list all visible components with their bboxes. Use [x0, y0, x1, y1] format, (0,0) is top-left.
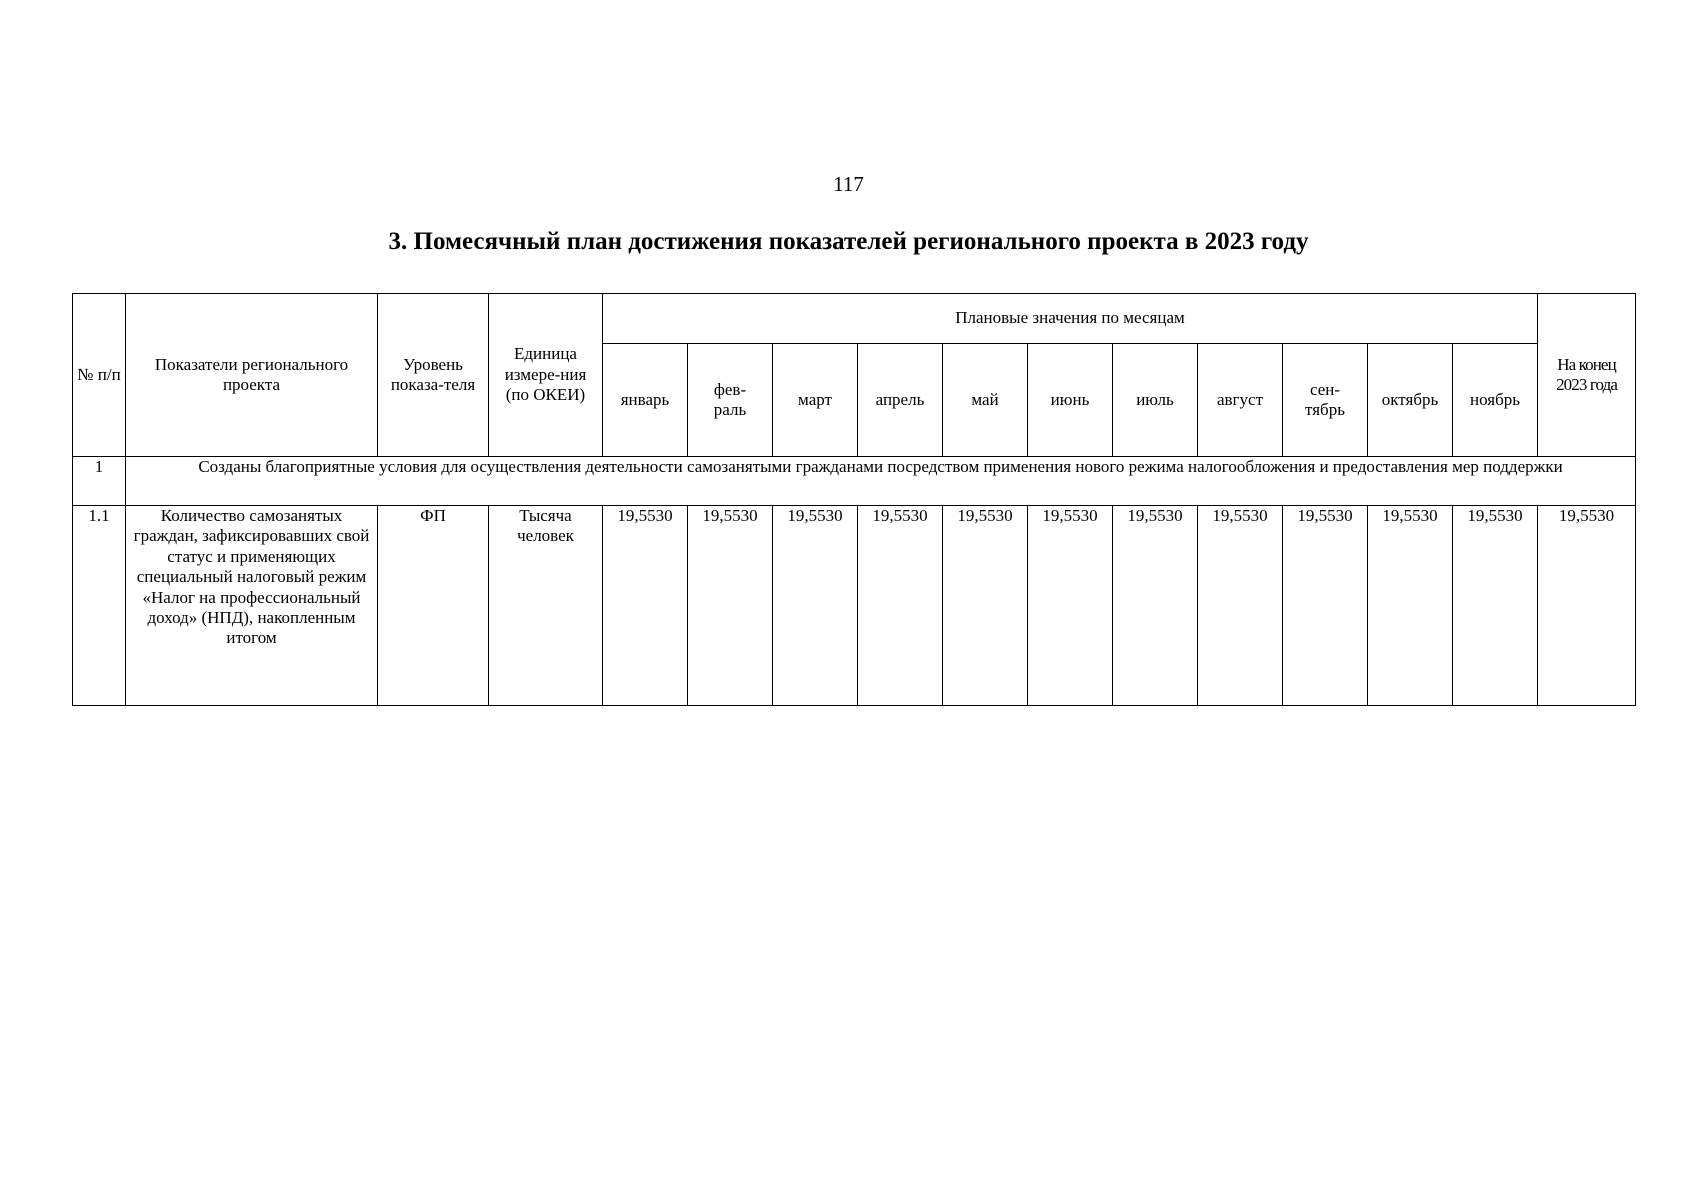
header-month-aug: август — [1198, 344, 1283, 457]
row-indicator: Количество самозанятых граждан, зафиксировавших свой статус и применяющих специальный налоговый режим «Налог на профессиональный доход» (НПД), накопленным итогом — [126, 506, 378, 706]
header-indicator: Показатели регионального проекта — [126, 294, 378, 457]
row-value-oct: 19,5530 — [1368, 506, 1453, 706]
table-row — [73, 506, 1636, 706]
header-level: Уровень показа-теля — [378, 294, 489, 457]
row-value-nov: 19,5530 — [1453, 506, 1538, 706]
header-month-apr: апрель — [858, 344, 943, 457]
row-level: ФП — [378, 506, 489, 706]
group-num: 1 — [73, 457, 126, 506]
header-year-end: На конец 2023 года — [1538, 294, 1636, 457]
page-heading: 3. Помесячный план достижения показателей регионального проекта в 2023 году — [388, 228, 1309, 255]
row-value-feb: 19,5530 — [688, 506, 773, 706]
row-value-sep: 19,5530 — [1283, 506, 1368, 706]
row-value-jan: 19,5530 — [603, 506, 688, 706]
row-value-may: 19,5530 — [943, 506, 1028, 706]
header-month-may: май — [943, 344, 1028, 457]
header-unit: Единица измере-ния (по ОКЕИ) — [489, 294, 603, 457]
row-value-apr: 19,5530 — [858, 506, 943, 706]
header-num: № п/п — [73, 294, 126, 457]
header-row — [73, 294, 1636, 344]
row-year-end: 19,5530 — [1538, 506, 1636, 706]
row-value-aug: 19,5530 — [1198, 506, 1283, 706]
header-month-nov: ноябрь — [1453, 344, 1538, 457]
header-month-mar: март — [773, 344, 858, 457]
row-value-jul: 19,5530 — [1113, 506, 1198, 706]
header-months-group: Плановые значения по месяцам — [603, 294, 1538, 344]
table-row — [73, 457, 1636, 506]
group-text: Созданы благоприятные условия для осуществления деятельности самозанятыми гражданами посредством применения нового режима налогообложения и предоставления мер поддержки — [126, 457, 1636, 506]
header-month-jul: июль — [1113, 344, 1198, 457]
header-month-jan: январь — [603, 344, 688, 457]
header-month-feb: фев-раль — [688, 344, 773, 457]
header-month-oct: октябрь — [1368, 344, 1453, 457]
monthly-plan-table — [72, 293, 1636, 706]
row-value-mar: 19,5530 — [773, 506, 858, 706]
row-unit: Тысяча человек — [489, 506, 603, 706]
page-number: 117 — [833, 172, 864, 196]
header-month-jun: июнь — [1028, 344, 1113, 457]
row-num: 1.1 — [73, 506, 126, 706]
row-value-jun: 19,5530 — [1028, 506, 1113, 706]
header-month-sep: сен-тябрь — [1283, 344, 1368, 457]
